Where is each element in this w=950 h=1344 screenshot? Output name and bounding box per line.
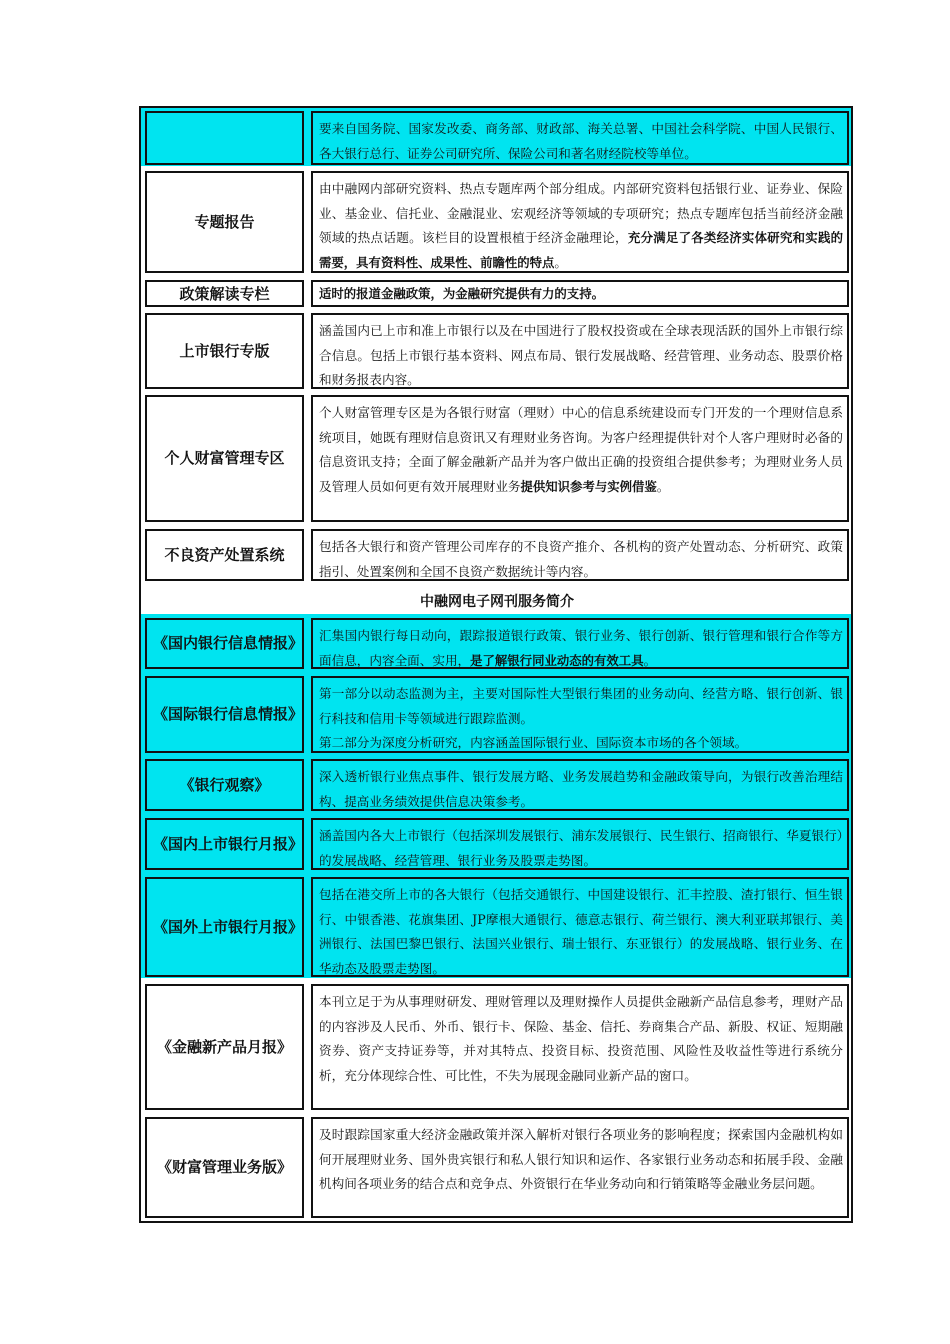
table-row	[145, 618, 849, 669]
row-label: 个人财富管理专区	[145, 395, 304, 522]
table-row	[145, 313, 849, 389]
row-label: 政策解读专栏	[145, 280, 304, 307]
row-text-part-1: 第一部分以动态监测为主，主要对国际性大型银行集团的业务动向、经营方略、银行创新、银行科技和信用卡等领域进行跟踪监测。	[319, 686, 843, 726]
table-row	[145, 395, 849, 522]
table-row	[145, 171, 849, 273]
row-label: 《银行观察》	[145, 759, 304, 811]
table-row-continuation	[145, 111, 849, 165]
row-text-part-2: 第二部分为深度分析研究，内容涵盖国际银行业、国际资本市场的各个领域。	[319, 735, 748, 750]
row-text: 适时的报道金融政策，为金融研究提供有力的支持。	[311, 280, 849, 307]
section-title: 中融网电子网刊服务简介	[420, 594, 574, 610]
row-label: 《国外上市银行月报》	[145, 877, 304, 977]
row-text: 个人财富管理专区是为各银行财富（理财）中心的信息系统建设而专门开发的一个理财信息系统项目，她既有理财信息资讯又有理财业务咨询。为客户经理提供针对个人客户理财时必备的信息资讯支持；全面了解金融新产品并为客户做出正确的投资组合提供参考；为理财业务人员及管理人员如何更有效开展理财业务提供知识参考与实例借鉴。	[311, 395, 849, 522]
table-row	[145, 676, 849, 753]
row-text: 汇集国内银行每日动向，跟踪报道银行政策、银行业务、银行创新、银行管理和银行合作等方面信息，内容全面、实用，是了解银行同业动态的有效工具。	[311, 618, 849, 669]
row-label: 不良资产处置系统	[145, 529, 304, 581]
table-row	[145, 1117, 849, 1218]
row-text: 及时跟踪国家重大经济金融政策并深入解析对银行各项业务的影响程度；探索国内金融机构如何开展理财业务、国外贵宾银行和私人银行知识和运作、各家银行业务动态和拓展手段、金融机构间各项业务的结合点和竞争点、外资银行在华业务动向和行销策略等金融业务层问题。	[311, 1117, 849, 1218]
row-text: 包括在港交所上市的各大银行（包括交通银行、中国建设银行、汇丰控股、渣打银行、恒生银行、中银香港、花旗集团、JP摩根大通银行、德意志银行、荷兰银行、澳大利亚联邦银行、美洲银行、法国巴黎巴银行、法国兴业银行、瑞士银行、东亚银行）的发展战略、银行业务、在华动态及股票走势图。	[311, 877, 849, 977]
row-label: 《国际银行信息情报》	[145, 676, 304, 753]
row-text: 由中融网内部研究资料、热点专题库两个部分组成。内部研究资料包括银行业、证券业、保险业、基金业、信托业、金融混业、宏观经济等领域的专项研究；热点专题库包括当前经济金融领域的热点话题。该栏目的设置根植于经济金融理论，充分满足了各类经济实体研究和实践的需要，具有资料性、成果性、前瞻性的特点。	[311, 171, 849, 273]
row-text: 深入透析银行业焦点事件、银行发展方略、业务发展趋势和金融政策导向，为银行改善治理结构、提高业务绩效提供信息决策参考。	[311, 759, 849, 811]
table-row	[145, 759, 849, 811]
row-label: 《财富管理业务版》	[145, 1117, 304, 1218]
row-label: 专题报告	[145, 171, 304, 273]
table-row	[145, 280, 849, 307]
table-row	[145, 877, 849, 977]
table-row	[145, 818, 849, 870]
table-row	[145, 529, 849, 581]
table-row	[145, 984, 849, 1110]
row-label: 《金融新产品月报》	[145, 984, 304, 1110]
row-text: 涵盖国内已上市和准上市银行以及在中国进行了股权投资或在全球表现活跃的国外上市银行综合信息。包括上市银行基本资料、网点布局、银行发展战略、经营管理、业务动态、股票价格和财务报表内容。	[311, 313, 849, 389]
row-text: 涵盖国内各大上市银行（包括深圳发展银行、浦东发展银行、民生银行、招商银行、华夏银行）的发展战略、经营管理、银行业务及股票走势图。	[311, 818, 849, 870]
row-label: 上市银行专版	[145, 313, 304, 389]
row-text: 要来自国务院、国家发改委、商务部、财政部、海关总署、中国社会科学院、中国人民银行、各大银行总行、证券公司研究所、保险公司和著名财经院校等单位。	[311, 111, 849, 165]
row-text: 包括各大银行和资产管理公司库存的不良资产推介、各机构的资产处置动态、分析研究、政策指引、处置案例和全国不良资产数据统计等内容。	[311, 529, 849, 581]
row-label: 《国内上市银行月报》	[145, 818, 304, 870]
row-label-empty	[145, 111, 304, 165]
row-text	[311, 676, 849, 753]
row-text: 本刊立足于为从事理财研发、理财管理以及理财操作人员提供金融新产品信息参考，理财产品的内容涉及人民币、外币、银行卡、保险、基金、信托、券商集合产品、新股、权证、短期融资券、资产支持证券等，并对其特点、投资目标、投资范围、风险性及收益性等进行系统分析，充分体现综合性、可比性，不失为展现金融同业新产品的窗口。	[311, 984, 849, 1110]
row-label: 《国内银行信息情报》	[145, 618, 304, 669]
